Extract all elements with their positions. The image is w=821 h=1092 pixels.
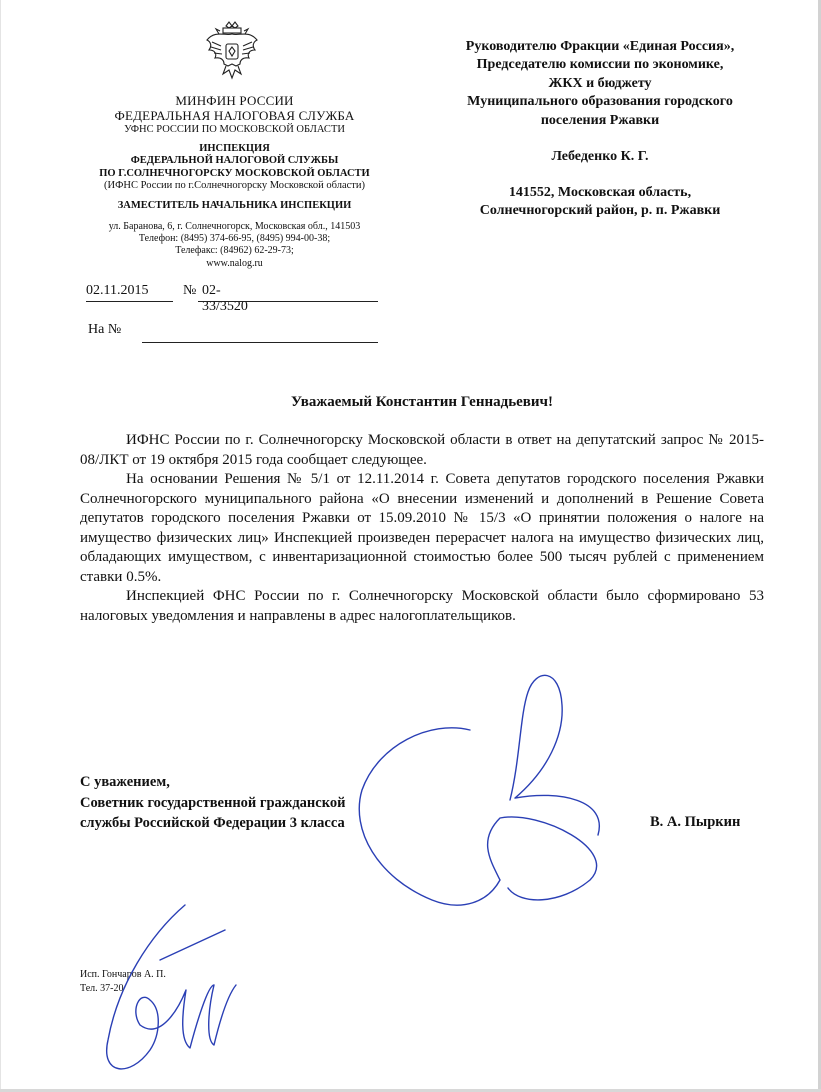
addressee-block (432, 38, 768, 221)
addressee-line-5: поселения Ржавки (540, 112, 660, 128)
date-underline (86, 301, 173, 302)
inspection-line-1: ИНСПЕКЦИЯ (199, 143, 270, 155)
sender-fax: Телефакс: (84962) 62-29-73; (175, 245, 294, 257)
sender-address: ул. Баранова, 6, г. Солнечногорск, Московская обл., 141503 (108, 221, 361, 232)
letter-body (80, 431, 764, 626)
closing-line-2: Советник государственной гражданской (80, 794, 346, 811)
sender-website: www.nalog.ru (206, 257, 263, 269)
inspection-line-3: ПО Г.СОЛНЕЧНОГОРСКУ МОСКОВСКОЙ ОБЛАСТИ (99, 167, 370, 179)
addressee-address-2: Солнечногорский район, р. п. Ржавки (479, 203, 721, 219)
closing-line-3: службы Российской Федерации 3 класса (80, 815, 345, 832)
signer-signature (359, 675, 599, 905)
coat-of-arms-emblem-icon (203, 20, 261, 84)
executor-name: Исп. Гончаров А. П. (80, 969, 166, 980)
executor-phone: Тел. 37-20 (80, 982, 124, 994)
letter-number: 02-33/3520 (202, 283, 248, 314)
addressee-address-1: 141552, Московская область, (508, 184, 692, 200)
reply-to-underline (142, 342, 378, 343)
reply-to-label: На № (88, 322, 122, 337)
regional-office: УФНС РОССИИ ПО МОСКОВСКОЙ ОБЛАСТИ (124, 123, 345, 135)
ministry-name: МИНФИН РОССИИ (175, 93, 294, 108)
sender-contacts (72, 221, 397, 270)
service-name: ФЕДЕРАЛЬНАЯ НАЛОГОВАЯ СЛУЖБА (114, 108, 355, 124)
addressee-line-2: Председателю комиссии по экономике, (476, 57, 724, 73)
body-paragraph-3: Инспекцией ФНС России по г. Солнечногорску Московской области было сформировано 53 налоговых уведомления и направлены в адрес налогоплательщиков. (80, 588, 764, 624)
sender-phone: Телефон: (8495) 374-66-95, (8495) 994-00-38; (138, 233, 331, 245)
addressee-line-1: Руководителю Фракции «Единая Россия», (465, 39, 735, 54)
addressee-line-3: ЖКХ и бюджету (548, 75, 652, 91)
inspection-line-2: ФЕДЕРАЛЬНОЙ НАЛОГОВОЙ СЛУЖБЫ (130, 155, 339, 167)
number-underline (198, 301, 378, 302)
closing-block (80, 772, 345, 834)
addressee-line-4: Муниципального образования городского (467, 94, 733, 110)
sender-letterhead (72, 93, 397, 212)
sender-position: ЗАМЕСТИТЕЛЬ НАЧАЛЬНИКА ИНСПЕКЦИИ (117, 199, 352, 211)
body-paragraph-2: На основании Решения № 5/1 от 12.11.2014 г. Совета депутатов городского поселения Ржавки Солнечногорского муниципального района «О внесении изменений и дополнений в Решение Совета депутатов городского поселения Ржавки от 15.09.2010 № 15/3 «О принятии положения о налоге на имущество физических лиц» Инспекцией произведен перерасчет налога на имущество физических лиц, обладающих имуществом, с инвентаризационной стоимостью более 500 тысяч рублей с применением ставки 0.5%. (80, 471, 764, 585)
signer-name: В. А. Пыркин (650, 814, 741, 830)
number-sign: № (183, 283, 197, 298)
body-paragraph-1: ИФНС России по г. Солнечногорску Московской области в ответ на депутатский запрос № 2015-08/ЛКТ от 19 октября 2015 года сообщает следующее. (80, 432, 764, 468)
executor-block (80, 968, 166, 995)
scan-edge-left (0, 0, 1, 1092)
letter-date: 02.11.2015 (86, 283, 149, 298)
letter-greeting: Уважаемый Константин Геннадьевич! (291, 394, 553, 410)
addressee-name: Лебеденко К. Г. (551, 149, 649, 165)
inspection-short-name: (ИФНС России по г.Солнечногорску Московской области) (104, 180, 365, 192)
closing-line-1: С уважением, (80, 774, 170, 790)
